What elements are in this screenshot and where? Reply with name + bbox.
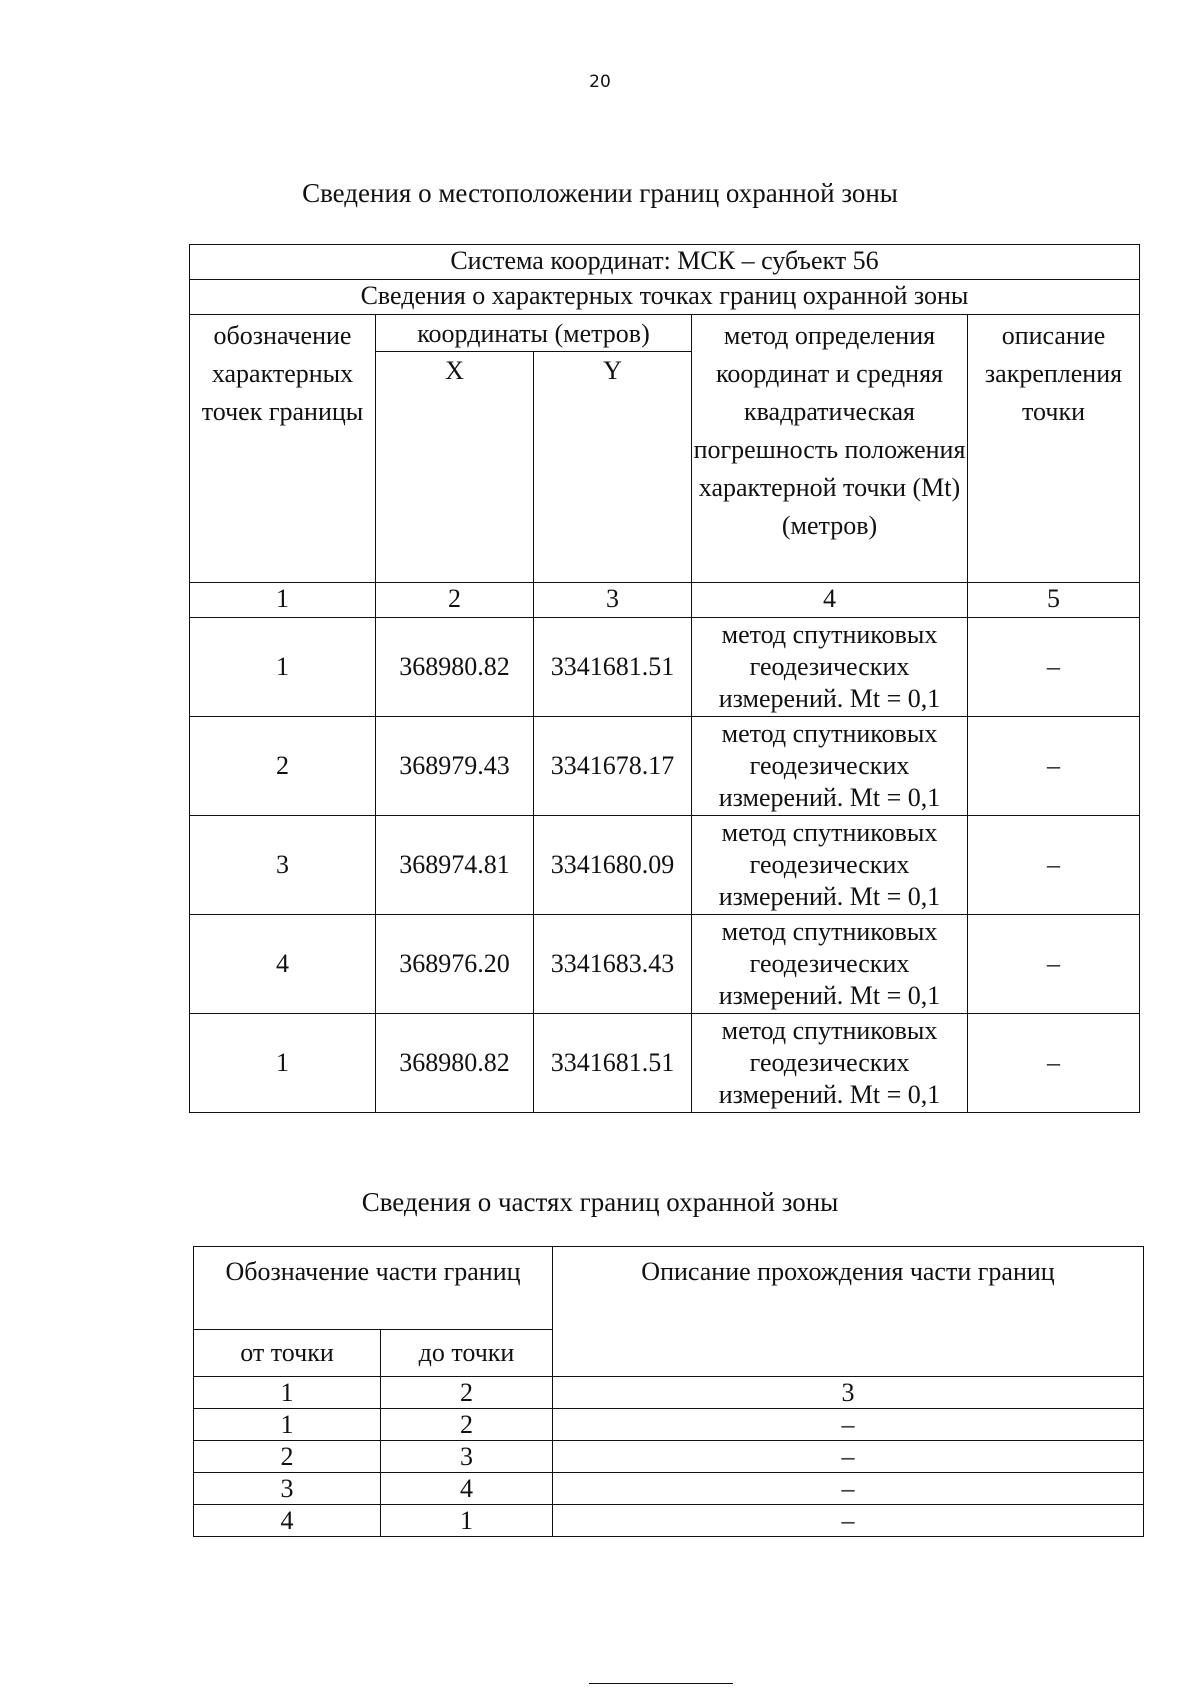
boundary-parts-table xyxy=(193,1246,1144,1537)
cell-from: 2 xyxy=(194,1441,381,1473)
table-row xyxy=(194,1409,1144,1441)
cell-method: метод спутниковых геодезических измерений. Mt = 0,1 xyxy=(692,618,968,717)
cell-y: 3341681.51 xyxy=(534,1014,692,1113)
col-header-from: от точки xyxy=(194,1330,381,1377)
cell-y: 3341683.43 xyxy=(534,915,692,1014)
col-header-route: Описание прохождения части границ xyxy=(553,1247,1144,1377)
col-header-part: Обозначение части границ xyxy=(194,1247,553,1330)
table-row xyxy=(190,618,1140,717)
cell-x: 368976.20 xyxy=(376,915,534,1014)
cell-desc: – xyxy=(968,618,1140,717)
cell-method: метод спутниковых геодезических измерений. Mt = 0,1 xyxy=(692,915,968,1014)
cell-y: 3341681.51 xyxy=(534,618,692,717)
cell-desc: – xyxy=(553,1441,1144,1473)
cell-to: 4 xyxy=(381,1473,553,1505)
col-header-to: до точки xyxy=(381,1330,553,1377)
table-row xyxy=(190,717,1140,816)
col-header-y: Y xyxy=(533,352,691,582)
cell-desc: – xyxy=(968,915,1140,1014)
col-header-desc: описание закрепления точки xyxy=(968,315,1140,583)
cell-point: 4 xyxy=(190,915,376,1014)
cell-point: 2 xyxy=(190,717,376,816)
table-row xyxy=(190,915,1140,1014)
cell-method: метод спутниковых геодезических измерений. Mt = 0,1 xyxy=(692,816,968,915)
cell-x: 368980.82 xyxy=(376,1014,534,1113)
column-number-row xyxy=(194,1377,1144,1409)
page-number: 20 xyxy=(589,72,611,92)
cell-x: 368980.82 xyxy=(376,618,534,717)
points-subtitle: Сведения о характерных точках границ охранной зоны xyxy=(190,280,1140,315)
cell-desc: – xyxy=(553,1473,1144,1505)
col-number: 3 xyxy=(553,1377,1144,1409)
cell-to: 2 xyxy=(381,1409,553,1441)
cell-to: 3 xyxy=(381,1441,553,1473)
cell-point: 1 xyxy=(190,1014,376,1113)
col-header-method: метод определения координат и средняя квадратическая погрешность положения характерной точки (Mt) (метров) xyxy=(692,315,968,583)
cell-desc: – xyxy=(553,1505,1144,1537)
col-number: 3 xyxy=(534,583,692,618)
col-number: 2 xyxy=(381,1377,553,1409)
cell-y: 3341680.09 xyxy=(534,816,692,915)
cell-method: метод спутниковых геодезических измерений. Mt = 0,1 xyxy=(692,1014,968,1113)
cell-x: 368974.81 xyxy=(376,816,534,915)
cell-desc: – xyxy=(968,816,1140,915)
section-title-boundaries: Сведения о местоположении границ охранной зоны xyxy=(302,178,898,208)
cell-from: 3 xyxy=(194,1473,381,1505)
cell-y: 3341678.17 xyxy=(534,717,692,816)
cell-point: 1 xyxy=(190,618,376,717)
section-title-parts: Сведения о частях границ охранной зоны xyxy=(361,1187,839,1217)
table-header-row xyxy=(190,280,1140,315)
col-header-point: обозначение характерных точек границы xyxy=(190,315,376,583)
column-header-row xyxy=(194,1247,1144,1330)
col-header-x: X xyxy=(445,356,464,385)
table-row xyxy=(194,1505,1144,1537)
cell-from: 1 xyxy=(194,1409,381,1441)
table-row xyxy=(194,1473,1144,1505)
table-row xyxy=(190,1014,1140,1113)
end-divider xyxy=(589,1683,733,1684)
col-number: 1 xyxy=(190,583,376,618)
coords-label: координаты (метров) xyxy=(417,319,650,348)
cell-point: 3 xyxy=(190,816,376,915)
table-header-row xyxy=(190,245,1140,280)
cell-desc: – xyxy=(968,717,1140,816)
characteristic-points-table xyxy=(189,244,1140,1113)
table-row xyxy=(190,816,1140,915)
cell-method: метод спутниковых геодезических измерений. Mt = 0,1 xyxy=(692,717,968,816)
cell-to: 1 xyxy=(381,1505,553,1537)
cell-desc: – xyxy=(968,1014,1140,1113)
table-row xyxy=(194,1441,1144,1473)
col-number: 2 xyxy=(376,583,534,618)
cell-desc: – xyxy=(553,1409,1144,1441)
col-number: 1 xyxy=(194,1377,381,1409)
cell-x: 368979.43 xyxy=(376,717,534,816)
col-header-coords xyxy=(376,315,692,583)
coord-system-label: Система координат: МСК – субъект 56 xyxy=(190,245,1140,280)
cell-from: 4 xyxy=(194,1505,381,1537)
column-number-row xyxy=(190,583,1140,618)
col-number: 5 xyxy=(968,583,1140,618)
column-header-row xyxy=(190,315,1140,583)
col-number: 4 xyxy=(692,583,968,618)
